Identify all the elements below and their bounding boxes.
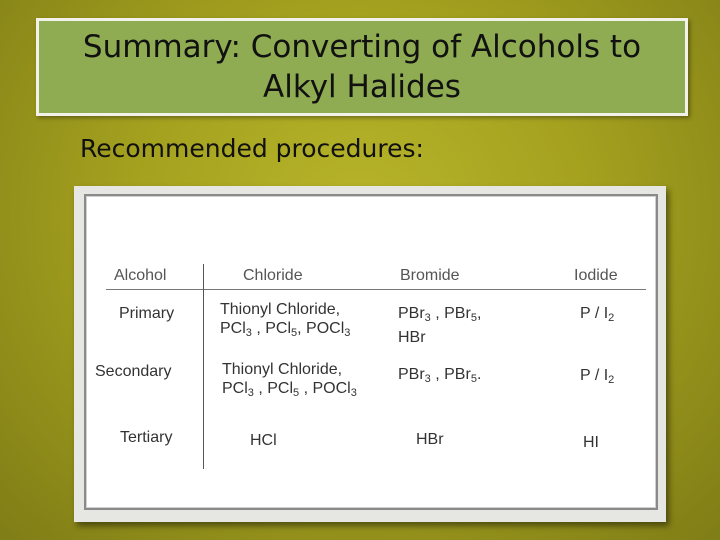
column-divider: [203, 264, 204, 469]
row-tertiary-alcohol: Tertiary: [120, 429, 173, 446]
row-secondary-bromide: PBr$_3$ , PBr$_5$.: [398, 366, 482, 385]
row-secondary-iodide: P / $I_2$: [580, 367, 615, 386]
header-iodide: Iodide: [574, 267, 618, 284]
slide-title-line-1: Summary: Converting of Alcohols to: [82, 29, 642, 65]
row-secondary-chloride: Thionyl Chloride, PCl$_3$ , PCl$_5$ , POCl$_3$: [222, 361, 357, 399]
row-tertiary-chloride: HCl: [250, 432, 277, 449]
row-primary-alcohol: Primary: [119, 305, 175, 322]
row-secondary-alcohol: Secondary: [95, 363, 172, 380]
header-bromide: Bromide: [400, 267, 460, 284]
slide-subtitle: Recommended procedures:: [80, 134, 424, 163]
reagent-table: [84, 194, 658, 510]
row-primary-chloride: Thionyl Chloride, PCl$_3$ , PCl$_5$, POCl$_3$: [220, 301, 351, 339]
title-box: [36, 18, 688, 116]
header-chloride: Chloride: [243, 267, 303, 284]
header-alcohol: Alcohol: [114, 267, 167, 284]
row-tertiary-bromide: HBr: [416, 431, 444, 448]
row-primary-bromide: PBr$_3$ , PBr$_5$, HBr: [398, 305, 482, 346]
slide-title-line-2: Alkyl Halides: [263, 69, 461, 105]
row-primary-iodide: P / $I_2$: [580, 305, 615, 324]
table-image-frame: [74, 186, 666, 522]
header-divider: [106, 289, 646, 290]
row-tertiary-iodide: HI: [583, 434, 599, 451]
